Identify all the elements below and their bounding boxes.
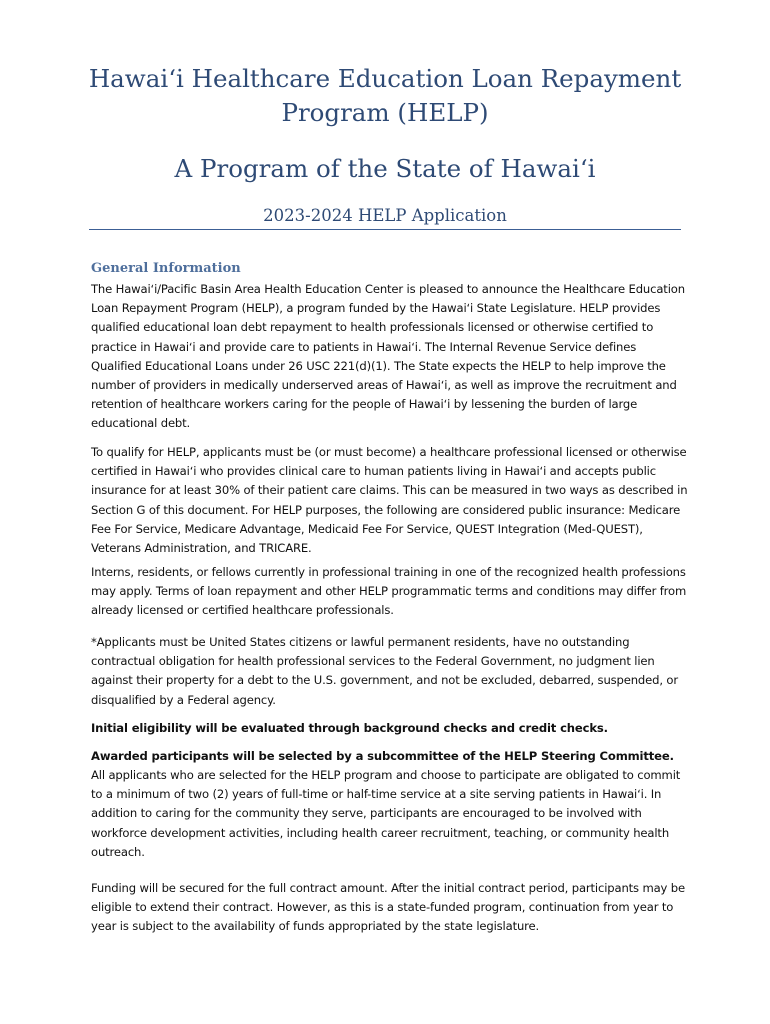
document-title: Hawaiʻi Healthcare Education Loan Repayment Program (HELP) [88, 64, 682, 127]
document-subtitle: A Program of the State of Hawaiʻi [174, 154, 596, 183]
paragraph-interns: Interns, residents, or fellows currently in professional training in one of the recognized health professions may apply. Terms of loan repayment and other HELP programmatic terms and conditions may differ from already licensed or certified healthcare professionals. [91, 565, 687, 618]
paragraph-eligibility: Initial eligibility will be evaluated through background checks and credit checks. [91, 721, 608, 735]
paragraph-obligation: All applicants who are selected for the HELP program and choose to participate are obligated to commit to a minimum of two (2) years of full-time or half-time service at a site serving patients in Hawaiʻi. In addition to caring for the community they serve, participants are encouraged to be involved with workforce development activities, including health career recruitment, teaching, or community health outreach. [91, 768, 681, 859]
paragraph-qualify: To qualify for HELP, applicants must be (or must become) a healthcare professional licensed or otherwise certified in Hawaiʻi who provides clinical care to human patients living in Hawaiʻi and accepts public insurance for at least 30% of their patient care claims. This can be measured in two ways as described in Section G of this document. For HELP purposes, the following are considered public insurance: Medicare Fee For Service, Medicare Advantage, Medicaid Fee For Service, QUEST Integration (Med-QUEST), Veterans Administration, and TRICARE. [91, 445, 688, 556]
paragraph-funding: Funding will be secured for the full contract amount. After the initial contract period, participants may be eligible to extend their contract. However, as this is a state-funded program, continuation from year to year is subject to the availability of funds appropriated by the state legislature. [91, 881, 685, 934]
paragraph-citizenship: *Applicants must be United States citizens or lawful permanent residents, have no outstanding contractual obligation for health professional services to the Federal Government, no judgment lien against their property for a debt to the U.S. government, and not be excluded, debarred, suspended, or disqualified by a Federal agency. [91, 635, 678, 707]
application-heading: 2023-2024 HELP Application [89, 203, 681, 230]
paragraph-intro: The Hawaiʻi/Pacific Basin Area Health Education Center is pleased to announce the Healthcare Education Loan Repayment Program (HELP), a program funded by the Hawaiʻi State Legislature. HELP provides qualified educational loan debt repayment to health professionals licensed or otherwise certified to practice in Hawaiʻi and provide care to patients in Hawaiʻi. The Internal Revenue Service defines Qualified Educational Loans under 26 USC 221(d)(1). The State expects the HELP to help improve the number of providers in medically underserved areas of Hawaiʻi, as well as improve the recruitment and retention of healthcare workers caring for the people of Hawaiʻi by lessening the burden of large educational debt. [91, 282, 685, 431]
paragraph-awarded: Awarded participants will be selected by a subcommittee of the HELP Steering Committee. [91, 749, 674, 763]
section-heading-general-information: General Information [91, 261, 241, 276]
